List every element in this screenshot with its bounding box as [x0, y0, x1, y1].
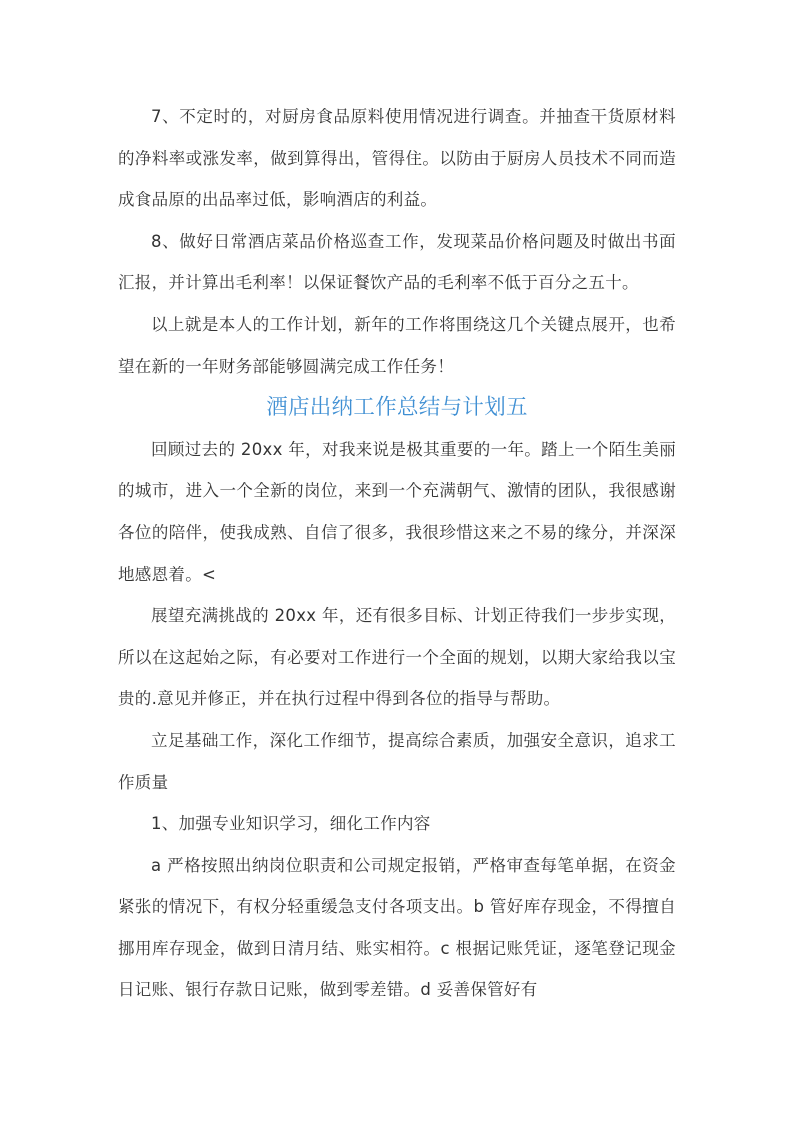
- paragraph-subheading-1: 1、加强专业知识学习，细化工作内容: [151, 814, 431, 834]
- paragraph-item-7: 7、不定时的，对厨房食品原料使用情况进行调查。并抽查干货原材料的净料率或涨发率，做到算得出，管得住。以防由于厨房人员技术不同而造成食品原的出品率过低，影响酒店的利益。: [118, 107, 676, 210]
- paragraph-closing: 以上就是本人的工作计划，新年的工作将围绕这几个关键点展开，也希望在新的一年财务部能够圆满完成工作任务！: [118, 314, 676, 376]
- paragraph-duties: a 严格按照出纳岗位职责和公司规定报销，严格审查每笔单据，在资金紧张的情况下，有权分轻重缓急支付各项支出。b 管好库存现金，不得擅自挪用库存现金，做到日清月结、账实相符。c 根据记账凭证，逐笔登记现金日记账、银行存款日记账，做到零差错。d 妥善保管好有: [118, 855, 676, 1000]
- paragraph-foundation: 立足基础工作，深化工作细节，提高综合素质，加强安全意识，追求工作质量: [118, 730, 676, 792]
- paragraph-item-8: 8、做好日常酒店菜品价格巡查工作，发现菜品价格问题及时做出书面汇报，并计算出毛利率！以保证餐饮产品的毛利率不低于百分之五十。: [118, 231, 676, 293]
- paragraph-review: 回顾过去的 20xx 年，对我来说是极其重要的一年。踏上一个陌生美丽的城市，进入一个全新的岗位，来到一个充满朝气、激情的团队，我很感谢各位的陪伴，使我成熟、自信了很多，我很珍惜这来之不易的缘分，并深深地感恩着。<: [118, 439, 676, 584]
- paragraph-outlook: 展望充满挑战的 20xx 年，还有很多目标、计划正待我们一步步实现，所以在这起始之际，有必要对工作进行一个全面的规划，以期大家给我以宝贵的.意见并修正，并在执行过程中得到各位的指导与帮助。: [118, 606, 676, 709]
- document-body: [118, 96, 676, 1011]
- section-heading: 酒店出纳工作总结与计划五: [266, 395, 528, 421]
